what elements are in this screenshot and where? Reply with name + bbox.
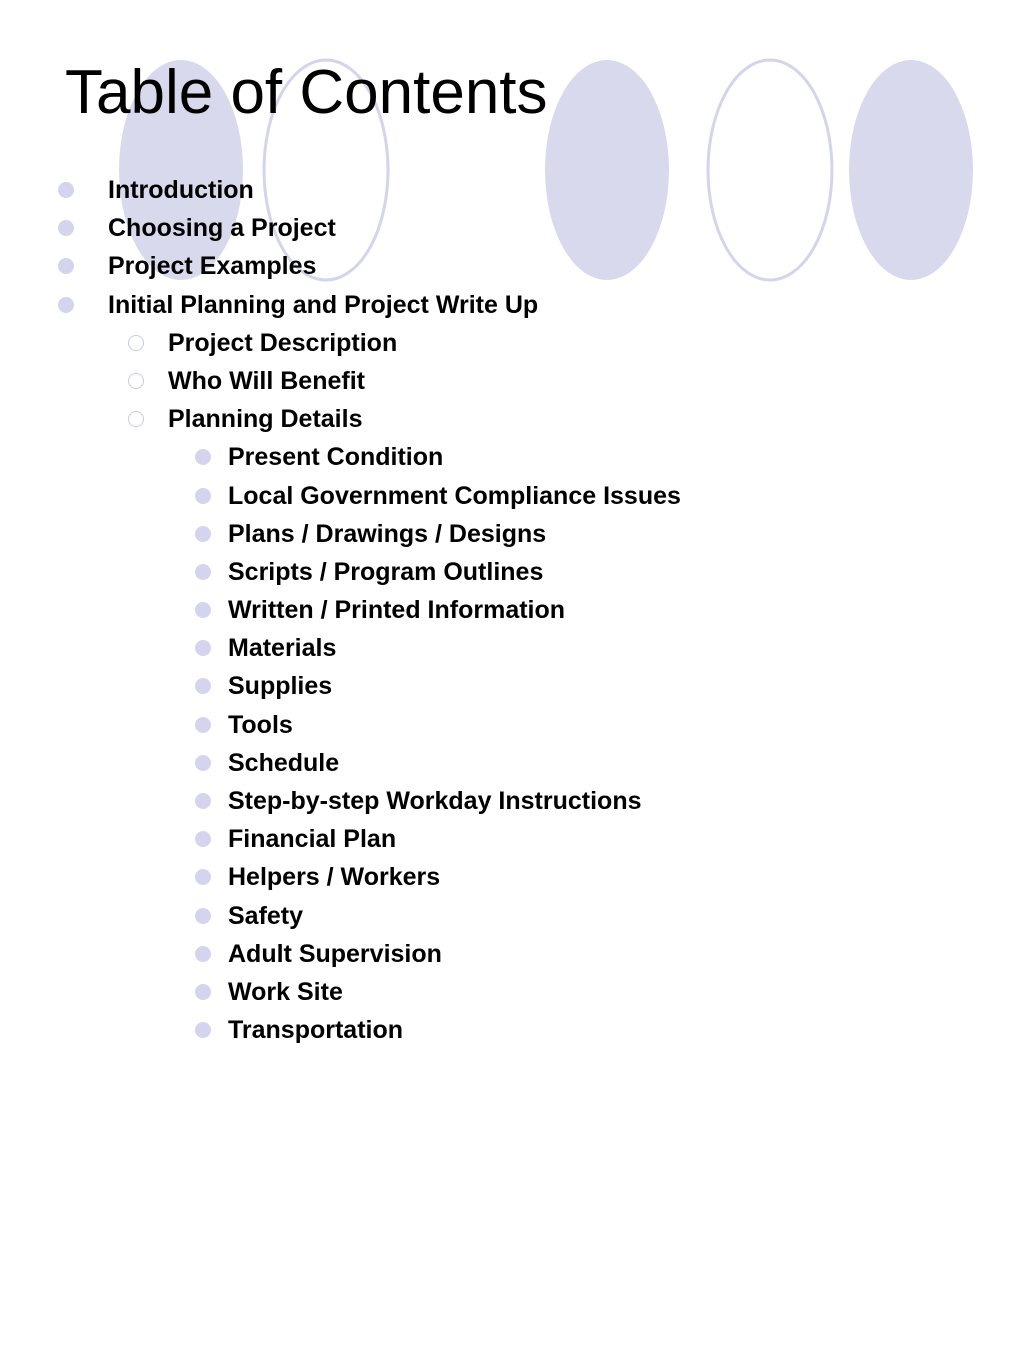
toc-item — [0, 591, 1000, 629]
toc-item — [0, 362, 1000, 400]
toc-item-label: Choosing a Project — [108, 214, 336, 243]
toc-item-label: Who Will Benefit — [168, 366, 365, 395]
toc-item — [0, 629, 1000, 667]
toc-item-label: Supplies — [228, 672, 333, 701]
toc-item — [0, 553, 1000, 591]
toc-item — [0, 782, 1000, 820]
filled-bullet-icon — [195, 526, 211, 542]
toc-item-label: Materials — [228, 634, 337, 663]
toc-item — [0, 515, 1000, 553]
toc-item-label: Present Condition — [228, 443, 444, 472]
filled-bullet-icon — [58, 258, 74, 274]
filled-bullet-icon — [195, 602, 211, 618]
toc-item-label: Planning Details — [168, 405, 363, 434]
toc-item-label: Initial Planning and Project Write Up — [108, 290, 539, 319]
toc-item-label: Schedule — [228, 748, 340, 777]
toc-item — [0, 438, 1000, 476]
filled-bullet-icon — [195, 908, 211, 924]
filled-bullet-icon — [195, 488, 211, 504]
toc-item — [0, 897, 1000, 935]
table-of-contents-list — [0, 171, 1000, 1049]
filled-bullet-icon — [58, 220, 74, 236]
filled-bullet-icon — [195, 717, 211, 733]
toc-item-label: Helpers / Workers — [228, 863, 441, 892]
filled-bullet-icon — [195, 831, 211, 847]
toc-item — [0, 209, 1000, 247]
filled-bullet-icon — [58, 297, 74, 313]
filled-bullet-icon — [195, 564, 211, 580]
filled-bullet-icon — [195, 449, 211, 465]
filled-bullet-icon — [195, 984, 211, 1000]
toc-item — [0, 477, 1000, 515]
toc-item — [0, 667, 1000, 705]
toc-item-label: Scripts / Program Outlines — [228, 557, 544, 586]
toc-item-label: Introduction — [108, 176, 254, 204]
toc-item — [0, 324, 1000, 362]
toc-item-label: Adult Supervision — [228, 939, 442, 968]
toc-item — [0, 286, 1000, 324]
hollow-bullet-icon — [128, 411, 144, 427]
toc-item-label: Tools — [228, 710, 293, 739]
hollow-bullet-icon — [128, 373, 144, 389]
toc-item — [0, 400, 1000, 438]
toc-item — [0, 1011, 1000, 1049]
toc-item — [0, 247, 1000, 285]
toc-item — [0, 744, 1000, 782]
toc-item-label: Plans / Drawings / Designs — [228, 519, 547, 548]
filled-bullet-icon — [195, 678, 211, 694]
toc-item — [0, 973, 1000, 1011]
toc-item-label: Transportation — [228, 1016, 404, 1045]
toc-item-label: Financial Plan — [228, 825, 397, 854]
filled-bullet-icon — [195, 869, 211, 885]
toc-item — [0, 820, 1000, 858]
filled-bullet-icon — [58, 182, 74, 198]
toc-item-label: Written / Printed Information — [228, 596, 566, 625]
toc-item-label: Project Description — [168, 328, 398, 357]
hollow-bullet-icon — [128, 335, 144, 351]
toc-item-label: Project Examples — [108, 252, 317, 281]
filled-bullet-icon — [195, 793, 211, 809]
filled-bullet-icon — [195, 640, 211, 656]
toc-item-label: Safety — [228, 901, 304, 930]
toc-item-label: Work Site — [228, 977, 343, 1006]
toc-item — [0, 706, 1000, 744]
toc-item — [0, 171, 1000, 209]
filled-bullet-icon — [195, 755, 211, 771]
toc-item — [0, 935, 1000, 973]
filled-bullet-icon — [195, 946, 211, 962]
toc-item-label: Local Government Compliance Issues — [228, 481, 681, 510]
toc-item — [0, 858, 1000, 896]
toc-item-label: Step-by-step Workday Instructions — [228, 787, 642, 815]
filled-bullet-icon — [195, 1022, 211, 1038]
page-title: Table of Contents — [65, 58, 548, 127]
